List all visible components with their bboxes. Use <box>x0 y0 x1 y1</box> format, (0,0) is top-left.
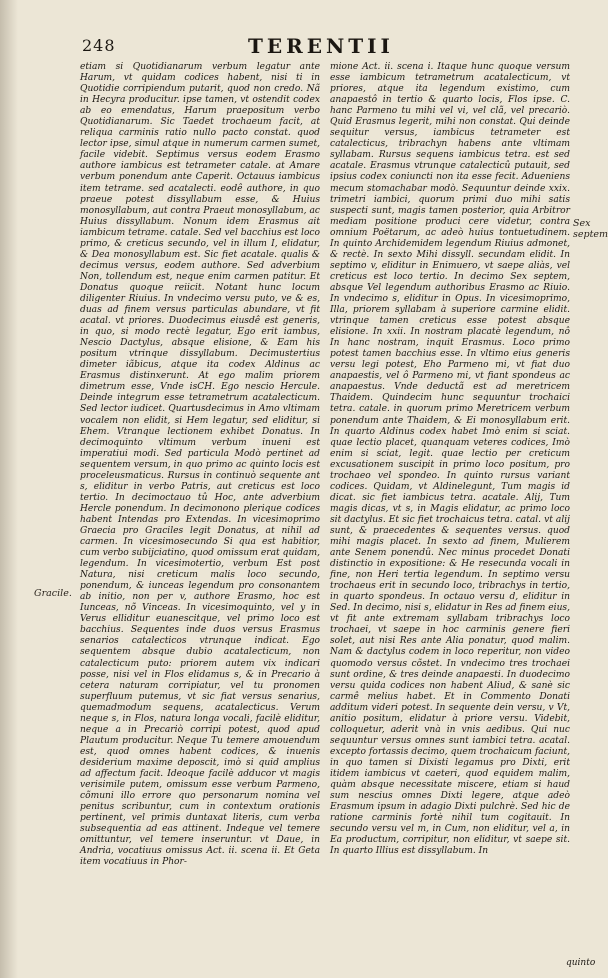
left-column-text: etiam si Quotidianarum verbum legatur ante Harum, vt quidam codices habent, nisi ti in Quotidie corripiendum putarit, quod non credo. Nã in Hecyra producitur. ipse tamen, vt ostendit codex ab eo emendatus, Harum praepositum verbo Quotidianarum. Sic Taedet trochaeum facit, at reliqua carminis ratio nullo pacto constat. quod lector ipse, simul atque in numerum carmen sumet, facile videbit. Septimus versus eodem Erasmo authore iambicus est tetrameter catale. at Amare verbum ponendum ante Caperit. Octauus iambicus item tetrame. sed acatalecti. eodê authore, in quo praeue potest dissyllabum esse, & Huius monosyllabum, aut contra Praeut monosyllabum, ac Huius dissyllabum. Nonum idem Erasmus ait iambicum tetrame. catale. Sed vel bacchius est loco primo, & creticus secundo, vel in illum I, elidatur, & Dea monosyllabum est. Sic fiet acatale. qualis & decimus versus, eodem authore. Sed adverbium Non, tollendum est, neque enim carmen patitur. Et Donatus quoque reiicit. Notant hunc locum diligenter Riuius. In vndecimo versu puto, ve & es, duas ad finem versus particulas abundare, vt fit acatal. vt priores. Duodecimus eiusdê est generis, in quo, si modo rectè legatur, Ego erit iambus, Nescio Dactylus, absque elisione, & Eam his positum vtrinque dissyllabum. Decimustertius dimeter iãbicus, atque ita codex Aldinus ac Erasmus distinxerunt. At ego malim priorem dimetrum esse, Vnde isCH. Ego nescio Hercule. Deinde integrum esse tetrametrum acatalecticum. Sed lector iudicet. Quartusdecimus in Amo vltimam vocalem non elidit, si Hem legatur, sed eliditur, si Ehem. Vtranque lectionem exhibet Donatus. In decimoquinto vltimum verbum inueni est imperatiui modi. Sed particula Modò pertinet ad sequentem versum, in quo primo ac quinto locis est proceleusmaticus. Rursus in continuò sequente ant s, eliditur in verbo Patris, aut creticus est loco tertio. In decimoctauo tû Hoc, ante adverbium Hercle ponendum. In decimonono plerique codices habent Intendas pro Extendas. In vicesimoprimo Graecia pro Graciles legit Donatus, at nihil ad carmen. In vicesimosecundo Si qua est habitior, cum verbo subijciatino, quod omissum erat quidam, legendum. In vicesimotertio, verbum Est post Natura, nisi creticum malis loco secundo, ponendum, & iunceas legendum pro consonantem ab initio, non per v, authore Erasmo, hoc est Iunceas, nõ Vinceas. In vicesimoquinto, vel y in Verus elliditur euanescitque, vel primo loco est bacchius. Sequentes inde duos versus Erasmus senarios catalecticos vtrunque indicat. Ego sequentem absque dubio acatalecticum, non catalecticum puto: priorem autem vix indicari posse, nisi vel in Flos elidamus s, & in Precario à cetera naturam corripiatur, vel tu pronomen superfluum putemus, vt sic fiat versus senarius, quemadmodum sequens, acatalecticus. Verum neque s, in Flos, natura longa vocali, facilè eliditur, neque a in Precariò corripi potest, quod apud Plautum producitur. Neque Tu temere amouendum est, quod omnes habent codices, & inuenis desiderium maxime deposcit, imò si quid amplius ad affectum facit. Ideoque facilè adducor vt magis verisimile putem, omissum esse verbum Parmeno, cõmuni illo errore quo personarum nomina vel penitus scribuntur, cum in contextum orationis pertinent, vel primis duntaxat literis, cum verba subsequentia ad eas attinent. Indeque vel temere omittuntur, vel temere inseruntur. vt Daue, in Andria, vocatiuus omissus Act. ii. scena ii. Et Geta item vocatiuus in Phor- <box>80 62 320 868</box>
margin-note-right: Sex septem <box>573 218 608 240</box>
right-column <box>330 62 570 962</box>
margin-note-left: Gracile. <box>34 588 72 599</box>
page-header <box>0 36 600 58</box>
running-title: TERENTII <box>248 34 394 58</box>
binding-shadow <box>0 0 18 978</box>
catchword: quinto <box>566 958 596 968</box>
page-number: 248 <box>82 36 116 55</box>
right-column-text: mione Act. ii. scena i. Itaque hunc quoque versum esse iambicum tetrametrum acatalecticum, vt priores, atque ita legendum existimo, cum anapaestô in tertio & quarto locis, Flos ipse. C. hanc Parmeno tu mihi vel vi, vel clã, vel precariò. Quid Erasmus legerit, mihi non constat. Qui deinde sequitur versus, iambicus tetrameter est catalecticus, tribrachyn habens ante vltimam syllabam. Rursus sequens iambicus tetra. est sed acatale. Erasmus vtrunque catalecticû putauit, sed ipsius codex coniuncti non ita esse fecit. Adueniens mecum stomachabar modò. Sequuntur deinde xxix. trimetri iambici, quorum primi duo mihi satis suspecti sunt, magis tamen posterior, quia Arbitror mediam positione produci cere videtur, contra omnium Poëtarum, ac adeò huius tontuetudinem. In quinto Archidemidem legendum Riuius admonet, & rectè. In sexto Mihi dissyll. secundam elidit. In septimo v, eliditur in Enimuero, vt saepe aliàs, vel creticus est loco tertio. In decimo Sex septem, absque Vel legendum authoribus Erasmo ac Riuio. In vndecimo s, eliditur in Opus. In vicesimoprimo, Illa, priorem syllabam à superiore carmine elidit. vtrinque tamen creticus esse potest absque elisione. In xxii. In nostram placatè legendum, nô In hanc nostram, inquit Erasmus. Loco primo potest tamen bacchius esse. In vltimo eius generis versu legi potest, Eho Parmeno mi, vt fiat duo anapaestis, vel ô Parmeno mi, vt fiant spondeus ac anapaestus. Vnde deductã est ad meretricem Thaidem. Quindecim hunc sequuntur trochaici tetra. catale. in quorum primo Meretricem verbum ponendum ante Thaidem, & Ei monosyllabum erit. In quarto Aldinus codex habet Imò enim si sciat. quae lectio placet, quanquam veteres codices, Imò enim si sciat, legit. quae lectio per creticum excusationem suscipit in primo loco positum, pro trochaeo vel spondeo. In quinto rursus variant codices. Quidam, vt Aldinelegunt, Tum magis id dicat. sic fiet iambicus tetra. acatale. Alij, Tum magis dicas, vt s, in Magis elidatur, ac primo loco sit dactylus. Et sic fiet trochaicus tetra. catal. vt alij sunt, & praecedentes & sequentes versus. quod mihi magis placet. In sexto ad finem, Mulierem ante Senem ponendû. Nec minus procedet Donati distinctio in expositione: & He resecunda vocali in fine, non Heri tertia legendum. In septimo versu trochaeus erit in secundo loco, tribrachys in tertio, in quarto spondeus. In octauo versu d, eliditur in Sed. In decimo, nisi s, elidatur in Res ad finem eius, vt fit ante extremam syllabam tribrachys loco trochaei, vt saepe in hoc carminis genere fieri solet, aut nisi Res ante Alia ponatur, quod malim. Nam & dactylus codem in loco reperitur, non video quomodo versus cõstet. In vndecimo tres trochaei sunt ordine, & tres deinde anapaesti. In duodecimo versu quida codices non habent Aliud, & sanè sic carmê melius habet. Et in Commento Donati additum videri potest. In sequente dein versu, v Vt, anitio positum, elidatur à priore versu. Videbit, colloquetur, aderit vnà in vnis aedibus. Qui nuc sequuntur versus omnes sunt iambici tetra. acatal. excepto fortassis decimo, quem trochaicum faciunt, in quo tamen si Dixisti legamus pro Dixti, erit itidem iambicus vt caeteri, quod equidem malim, quàm absque necessitate miscere, etiam si haud sum nescius omnes Dixti legere, atque adeò Erasmum ipsum in adagio Dixti pulchrè. Sed hic de ratione carminis fortè nihil tum cogitauit. In secundo versu vel m, in Cum, non eliditur, vel a, in Ea productum, corripitur, non eliditur, vt saepe sit. In quarto Illius est dissyllabum. In <box>330 62 570 857</box>
left-column <box>80 62 320 962</box>
